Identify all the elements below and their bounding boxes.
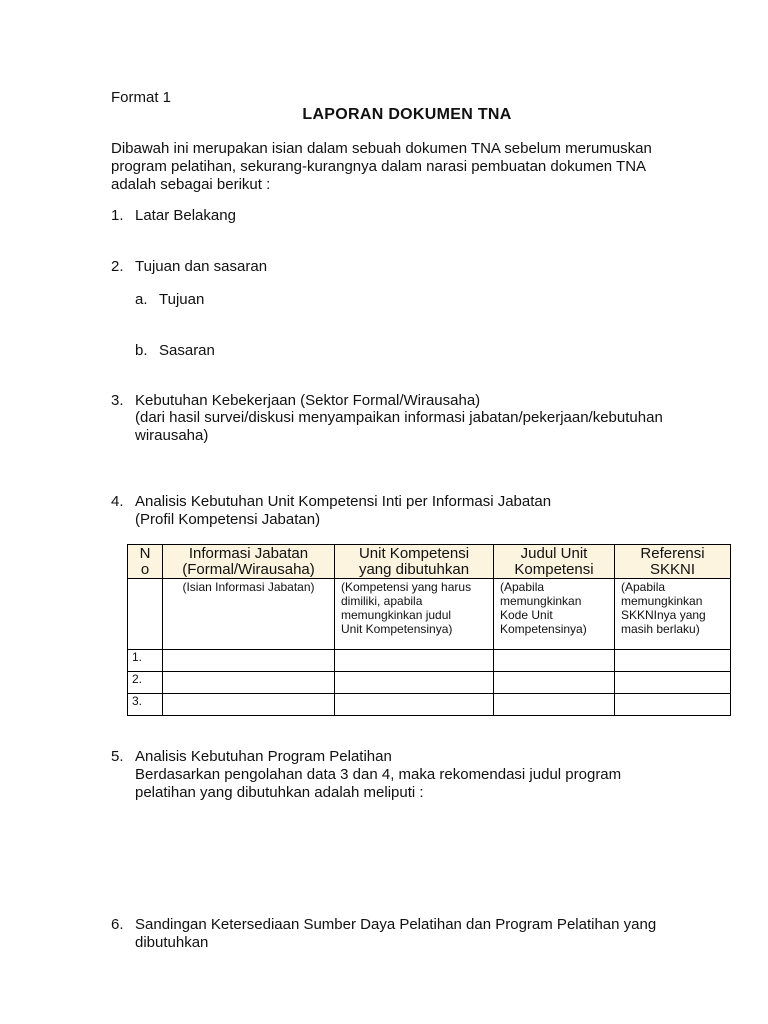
section-4-title: Analisis Kebutuhan Unit Kompetensi Inti per Informasi Jabatan bbox=[135, 493, 552, 510]
note-informasi-jabatan: (Isian Informasi Jabatan) bbox=[163, 579, 335, 650]
section-1-title: Latar Belakang bbox=[135, 207, 236, 224]
page-title: LAPORAN DOKUMEN TNA bbox=[302, 106, 512, 123]
intro-paragraph bbox=[111, 140, 652, 194]
cell-blank bbox=[335, 672, 494, 694]
cell-blank bbox=[615, 650, 731, 672]
section-2-title: Tujuan dan sasaran bbox=[135, 258, 268, 275]
section-4-subtitle: (Profil Kompetensi Jabatan) bbox=[135, 511, 321, 528]
row-number: 3. bbox=[128, 694, 163, 716]
section-5-desc-line-1: Berdasarkan pengolahan data 3 dan 4, maka rekomendasi judul program bbox=[135, 766, 622, 783]
section-1-heading bbox=[111, 207, 236, 225]
section-3-number: 3. bbox=[111, 392, 124, 409]
section-3-desc-line-1: (dari hasil survei/diskusi menyampaikan informasi jabatan/pekerjaan/kebutuhan bbox=[135, 409, 663, 426]
cell-blank bbox=[163, 672, 335, 694]
header-no: N o bbox=[128, 545, 163, 579]
section-3-heading bbox=[111, 392, 480, 410]
intro-line-3: adalah sebagai berikut : bbox=[111, 176, 271, 193]
section-2b-heading bbox=[135, 342, 215, 360]
section-2-heading bbox=[111, 258, 267, 276]
section-6-number: 6. bbox=[111, 916, 124, 933]
cell-blank bbox=[163, 650, 335, 672]
section-2b-title: Sasaran bbox=[159, 342, 215, 359]
competency-table bbox=[127, 544, 731, 716]
table-row bbox=[128, 672, 731, 694]
cell-blank bbox=[494, 694, 615, 716]
header-informasi-jabatan: Informasi Jabatan (Formal/Wirausaha) bbox=[163, 545, 335, 579]
note-no bbox=[128, 579, 163, 650]
cell-blank bbox=[335, 694, 494, 716]
intro-line-1: Dibawah ini merupakan isian dalam sebuah dokumen TNA sebelum merumuskan bbox=[111, 140, 652, 157]
cell-blank bbox=[494, 650, 615, 672]
note-judul-unit: (Apabila memungkinkan Kode Unit Kompetensinya) bbox=[494, 579, 615, 650]
section-6-heading bbox=[111, 916, 656, 934]
section-6-title: Sandingan Ketersediaan Sumber Daya Pelatihan dan Program Pelatihan yang bbox=[135, 916, 657, 933]
cell-blank bbox=[494, 672, 615, 694]
intro-line-2: program pelatihan, sekurang-kurangnya dalam narasi pembuatan dokumen TNA bbox=[111, 158, 647, 175]
section-2-number: 2. bbox=[111, 258, 124, 275]
table-row bbox=[128, 694, 731, 716]
table-row bbox=[128, 650, 731, 672]
section-4-heading bbox=[111, 493, 551, 511]
section-6-subtitle: dibutuhkan bbox=[135, 934, 209, 951]
cell-blank bbox=[615, 694, 731, 716]
table-note-row bbox=[128, 579, 731, 650]
section-2a-title: Tujuan bbox=[159, 291, 205, 308]
section-4-number: 4. bbox=[111, 493, 124, 510]
section-2b-letter: b. bbox=[135, 342, 148, 359]
section-5-description bbox=[135, 766, 621, 802]
cell-blank bbox=[615, 672, 731, 694]
cell-blank bbox=[163, 694, 335, 716]
header-referensi-skkni: Referensi SKKNI bbox=[615, 545, 731, 579]
note-referensi-skkni: (Apabila memungkinkan SKKNInya yang masih berlaku) bbox=[615, 579, 731, 650]
section-5-title: Analisis Kebutuhan Program Pelatihan bbox=[135, 748, 392, 765]
format-label: Format 1 bbox=[111, 89, 172, 106]
table-header-row bbox=[128, 545, 731, 579]
row-number: 2. bbox=[128, 672, 163, 694]
cell-blank bbox=[335, 650, 494, 672]
section-2a-letter: a. bbox=[135, 291, 148, 308]
section-3-title: Kebutuhan Kebekerjaan (Sektor Formal/Wirausaha) bbox=[135, 392, 481, 409]
section-3-description bbox=[135, 409, 663, 445]
note-unit-kompetensi: (Kompetensi yang harus dimiliki, apabila memungkinkan judul Unit Kompetensinya) bbox=[335, 579, 494, 650]
row-number: 1. bbox=[128, 650, 163, 672]
section-2a-heading bbox=[135, 291, 204, 309]
header-judul-unit: Judul Unit Kompetensi bbox=[494, 545, 615, 579]
section-1-number: 1. bbox=[111, 207, 124, 224]
section-5-desc-line-2: pelatihan yang dibutuhkan adalah meliputi : bbox=[135, 784, 424, 801]
header-unit-kompetensi: Unit Kompetensi yang dibutuhkan bbox=[335, 545, 494, 579]
section-3-desc-line-2: wirausaha) bbox=[135, 427, 209, 444]
section-5-heading bbox=[111, 748, 392, 766]
section-5-number: 5. bbox=[111, 748, 124, 765]
